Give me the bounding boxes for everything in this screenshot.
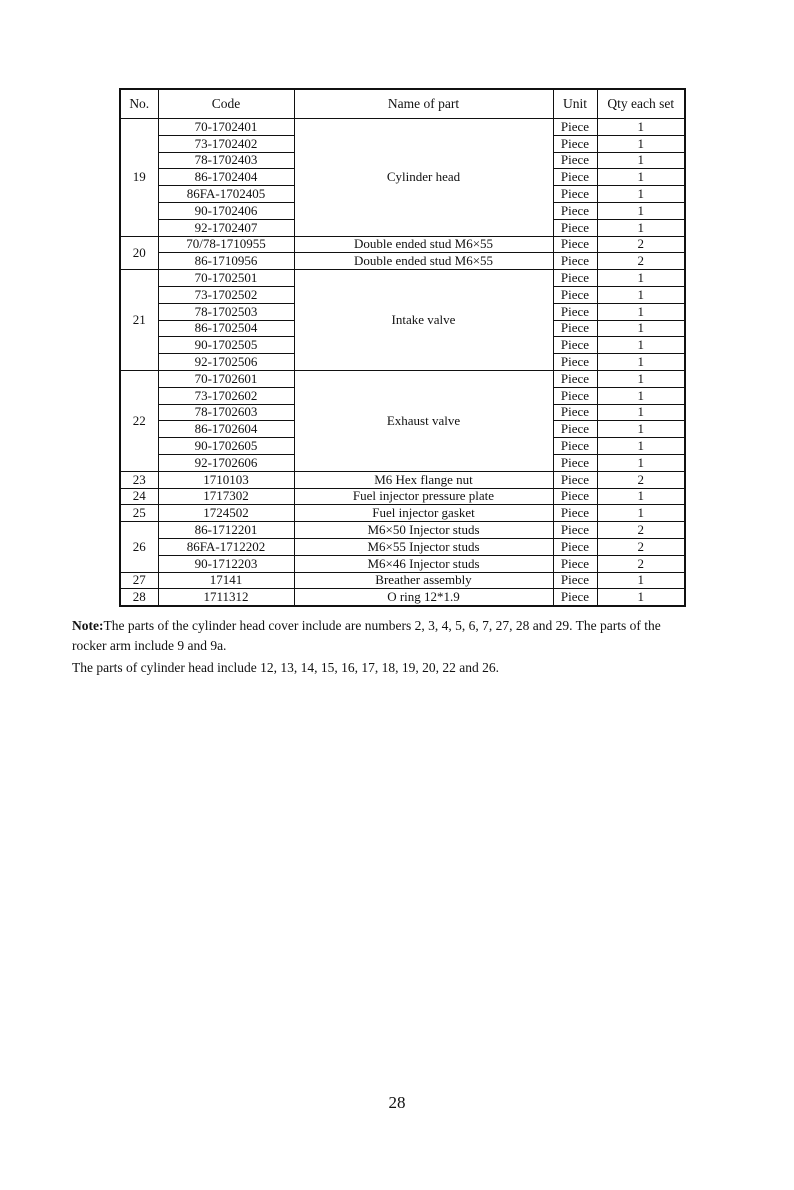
part-name: M6 Hex flange nut: [294, 471, 553, 488]
part-code: 86-1702504: [158, 320, 294, 337]
part-unit: Piece: [553, 488, 597, 505]
part-qty: 2: [597, 522, 685, 539]
part-name: M6×46 Injector studs: [294, 555, 553, 572]
table-row: [120, 505, 685, 522]
part-unit: Piece: [553, 538, 597, 555]
page-number: 28: [388, 1093, 406, 1112]
part-qty: 1: [597, 572, 685, 589]
table-row: [120, 270, 685, 287]
part-name: M6×55 Injector studs: [294, 538, 553, 555]
part-qty: 1: [597, 370, 685, 387]
part-name: Fuel injector pressure plate: [294, 488, 553, 505]
part-qty: 2: [597, 538, 685, 555]
part-qty: 1: [597, 337, 685, 354]
table-row: [120, 119, 685, 136]
part-unit: Piece: [553, 438, 597, 455]
part-unit: Piece: [553, 505, 597, 522]
part-code: 86-1702404: [158, 169, 294, 186]
part-name: M6×50 Injector studs: [294, 522, 553, 539]
part-name: Intake valve: [294, 270, 553, 371]
item-number: 23: [120, 471, 158, 488]
part-unit: Piece: [553, 421, 597, 438]
table-row: [120, 253, 685, 270]
part-unit: Piece: [553, 454, 597, 471]
item-number: 21: [120, 270, 158, 371]
table-row: [120, 522, 685, 539]
table-row: [120, 488, 685, 505]
part-qty: 1: [597, 505, 685, 522]
part-code: 86-1710956: [158, 253, 294, 270]
part-qty: 1: [597, 270, 685, 287]
part-unit: Piece: [553, 286, 597, 303]
part-qty: 1: [597, 286, 685, 303]
part-unit: Piece: [553, 572, 597, 589]
header-name: Name of part: [294, 89, 553, 119]
table-row: [120, 572, 685, 589]
part-qty: 1: [597, 421, 685, 438]
part-unit: Piece: [553, 169, 597, 186]
part-unit: Piece: [553, 320, 597, 337]
part-unit: Piece: [553, 202, 597, 219]
item-number: 19: [120, 119, 158, 237]
part-code: 73-1702402: [158, 135, 294, 152]
table-row: [120, 236, 685, 253]
part-qty: 1: [597, 303, 685, 320]
part-code: 1724502: [158, 505, 294, 522]
part-code: 78-1702403: [158, 152, 294, 169]
part-code: 70/78-1710955: [158, 236, 294, 253]
part-code: 70-1702501: [158, 270, 294, 287]
note-text-1: The parts of the cylinder head cover include are numbers 2, 3, 4, 5, 6, 7, 27, 28 and 29. The parts of the: [103, 618, 661, 633]
part-code: 86FA-1712202: [158, 538, 294, 555]
part-code: 78-1702603: [158, 404, 294, 421]
part-qty: 1: [597, 488, 685, 505]
part-qty: 2: [597, 253, 685, 270]
part-qty: 1: [597, 354, 685, 371]
header-no: No.: [120, 89, 158, 119]
table-header-row: [120, 89, 685, 119]
part-name: Breather assembly: [294, 572, 553, 589]
header-qty: Qty each set: [597, 89, 685, 119]
part-qty: 1: [597, 589, 685, 606]
part-code: 70-1702401: [158, 119, 294, 136]
part-unit: Piece: [553, 337, 597, 354]
part-qty: 1: [597, 387, 685, 404]
part-qty: 1: [597, 202, 685, 219]
part-name: Cylinder head: [294, 119, 553, 237]
part-qty: 1: [597, 169, 685, 186]
part-qty: 1: [597, 186, 685, 203]
table-row: [120, 555, 685, 572]
part-qty: 2: [597, 236, 685, 253]
part-qty: 1: [597, 119, 685, 136]
part-name: Double ended stud M6×55: [294, 236, 553, 253]
item-number: 27: [120, 572, 158, 589]
part-code: 92-1702506: [158, 354, 294, 371]
part-name: O ring 12*1.9: [294, 589, 553, 606]
part-name: Double ended stud M6×55: [294, 253, 553, 270]
note-line-2: rocker arm include 9 and 9a.: [72, 638, 227, 653]
part-unit: Piece: [553, 522, 597, 539]
part-code: 1717302: [158, 488, 294, 505]
header-unit: Unit: [553, 89, 597, 119]
parts-table: [119, 88, 686, 607]
part-code: 70-1702601: [158, 370, 294, 387]
note-line-3: The parts of cylinder head include 12, 13, 14, 15, 16, 17, 18, 19, 20, 22 and 26.: [72, 660, 500, 675]
part-code: 86FA-1702405: [158, 186, 294, 203]
part-qty: 1: [597, 404, 685, 421]
note-line-1: [72, 616, 732, 635]
part-unit: Piece: [553, 404, 597, 421]
part-unit: Piece: [553, 471, 597, 488]
table-row: [120, 370, 685, 387]
part-unit: Piece: [553, 354, 597, 371]
part-code: 73-1702602: [158, 387, 294, 404]
item-number: 20: [120, 236, 158, 270]
part-qty: 1: [597, 135, 685, 152]
table-row: [120, 589, 685, 606]
part-unit: Piece: [553, 253, 597, 270]
part-code: 17141: [158, 572, 294, 589]
item-number: 22: [120, 370, 158, 471]
part-code: 90-1712203: [158, 555, 294, 572]
part-name: Exhaust valve: [294, 370, 553, 471]
part-code: 92-1702606: [158, 454, 294, 471]
table-row: [120, 538, 685, 555]
part-qty: 1: [597, 454, 685, 471]
part-unit: Piece: [553, 303, 597, 320]
part-code: 90-1702605: [158, 438, 294, 455]
part-code: 1710103: [158, 471, 294, 488]
part-unit: Piece: [553, 589, 597, 606]
part-code: 86-1702604: [158, 421, 294, 438]
part-qty: 1: [597, 219, 685, 236]
part-name: Fuel injector gasket: [294, 505, 553, 522]
part-unit: Piece: [553, 236, 597, 253]
part-code: 78-1702503: [158, 303, 294, 320]
part-unit: Piece: [553, 152, 597, 169]
part-qty: 1: [597, 320, 685, 337]
part-code: 90-1702505: [158, 337, 294, 354]
part-code: 90-1702406: [158, 202, 294, 219]
part-code: 92-1702407: [158, 219, 294, 236]
part-unit: Piece: [553, 555, 597, 572]
part-qty: 1: [597, 438, 685, 455]
part-unit: Piece: [553, 370, 597, 387]
part-unit: Piece: [553, 135, 597, 152]
item-number: 24: [120, 488, 158, 505]
part-code: 86-1712201: [158, 522, 294, 539]
part-unit: Piece: [553, 119, 597, 136]
table-row: [120, 471, 685, 488]
part-unit: Piece: [553, 270, 597, 287]
part-code: 1711312: [158, 589, 294, 606]
item-number: 25: [120, 505, 158, 522]
table-body: [120, 119, 685, 607]
part-qty: 2: [597, 471, 685, 488]
part-unit: Piece: [553, 219, 597, 236]
part-unit: Piece: [553, 186, 597, 203]
note-label: Note:: [72, 618, 104, 633]
part-qty: 1: [597, 152, 685, 169]
item-number: 26: [120, 522, 158, 572]
part-code: 73-1702502: [158, 286, 294, 303]
part-qty: 2: [597, 555, 685, 572]
item-number: 28: [120, 589, 158, 606]
header-code: Code: [158, 89, 294, 119]
part-unit: Piece: [553, 387, 597, 404]
